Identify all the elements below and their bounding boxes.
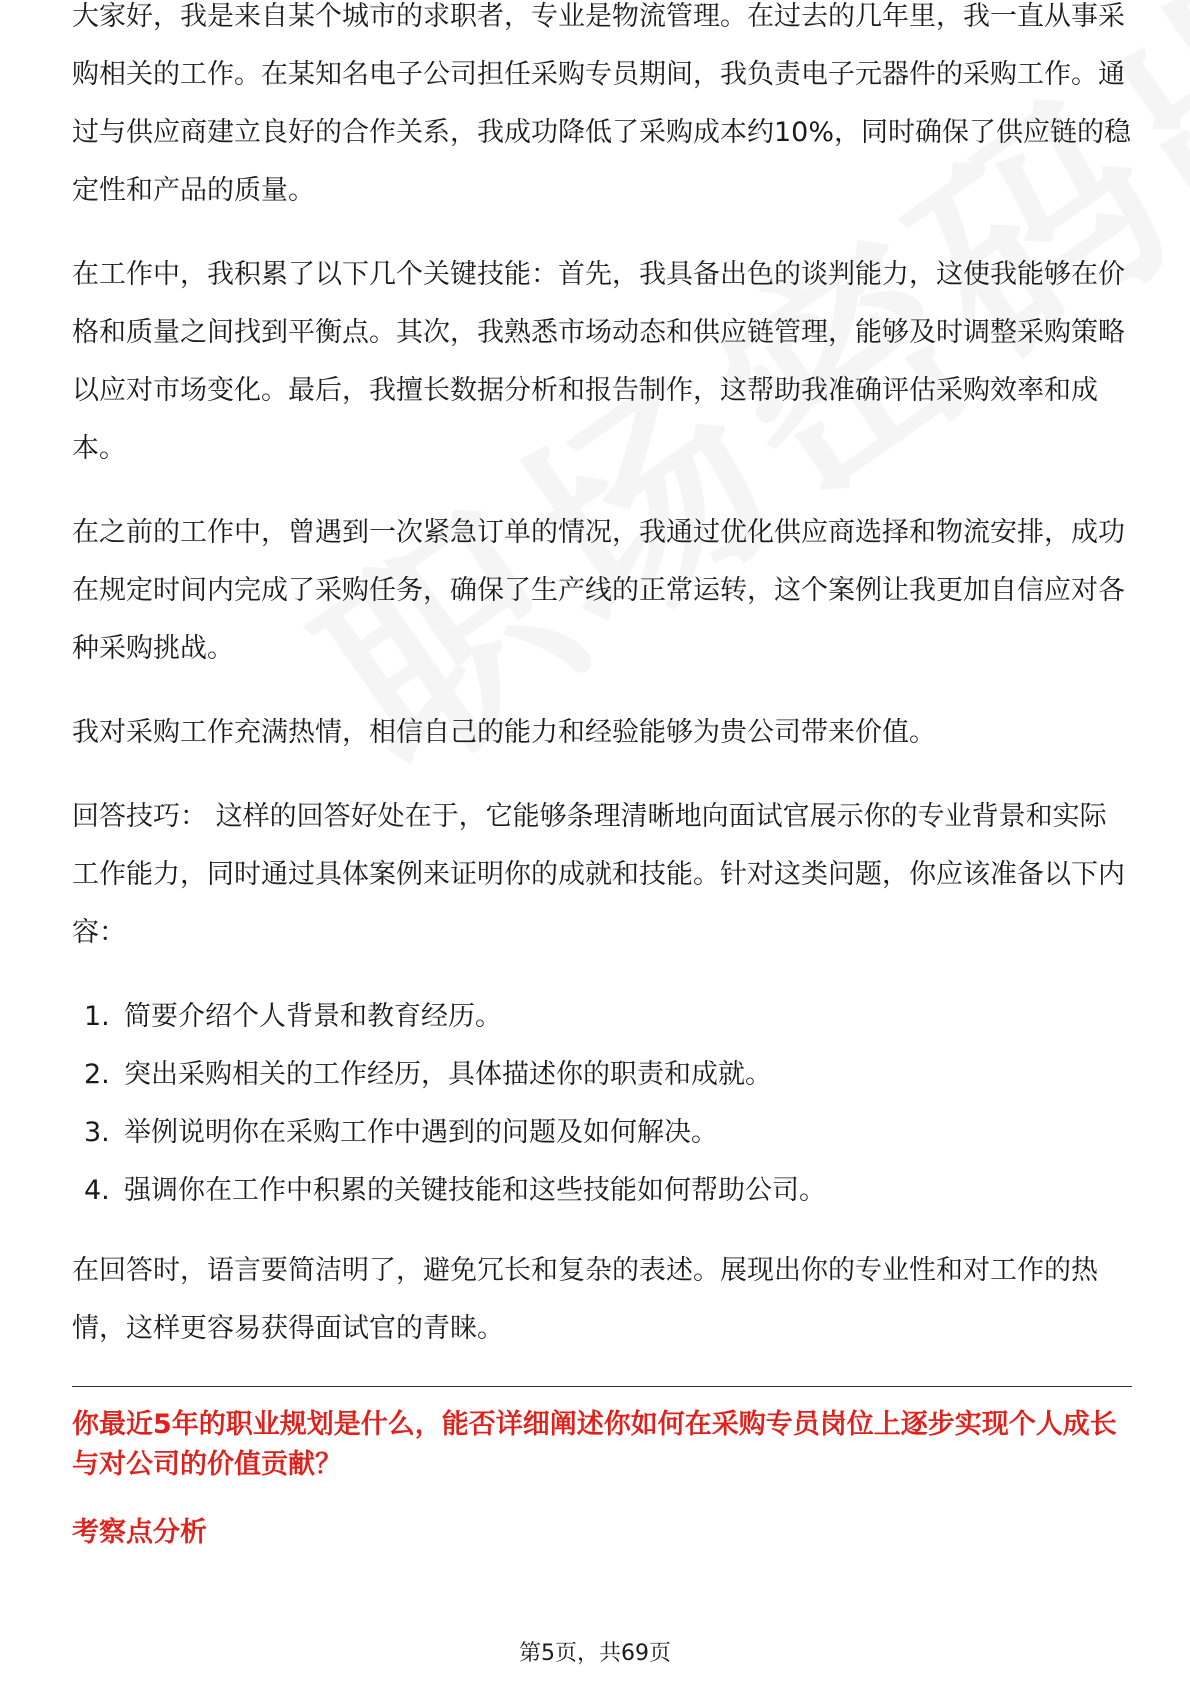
list-number: 1. [84, 1001, 110, 1032]
page-footer: 第5页，共69页 [519, 1641, 671, 1666]
list-text: 强调你在工作中积累的关键技能和这些技能如何帮助公司。 [124, 1175, 826, 1206]
closing-paragraph: 在回答时，语言要简洁明了，避免冗长和复杂的表述。展现出你的专业性和对工作的热情，这样更容易获得面试官的青睐。 [72, 1255, 1098, 1344]
list-item [84, 1046, 1132, 1104]
list-item [84, 1162, 1132, 1220]
tips-intro-paragraph: 回答技巧： 这样的回答好处在于，它能够条理清晰地向面试官展示你的专业背景和实际工作能力，同时通过具体案例来证明你的成就和技能。针对这类问题，你应该准备以下内容： [72, 801, 1125, 948]
list-item [84, 1104, 1132, 1162]
intro-paragraph: 大家好，我是来自某个城市的求职者，专业是物流管理。在过去的几年里，我一直从事采购相关的工作。在某知名电子公司担任采购专员期间，我负责电子元器件的采购工作。通过与供应商建立良好的合作关系，我成功降低了采购成本约10%，同时确保了供应链的稳定性和产品的质量。 [72, 1, 1132, 206]
list-item [84, 988, 1132, 1046]
list-text: 举例说明你在采购工作中遇到的问题及如何解决。 [124, 1117, 718, 1148]
list-number: 4. [84, 1175, 110, 1206]
analysis-heading: 考察点分析 [72, 1517, 207, 1548]
list-number: 3. [84, 1117, 110, 1148]
next-question-heading: 你最近5年的职业规划是什么，能否详细阐述你如何在采购专员岗位上逐步实现个人成长与对公司的价值贡献？ [72, 1409, 1117, 1480]
section-divider [72, 1386, 1132, 1387]
list-text: 突出采购相关的工作经历，具体描述你的职责和成就。 [124, 1059, 772, 1090]
skills-paragraph: 在工作中，我积累了以下几个关键技能：首先，我具备出色的谈判能力，这使我能够在价格和质量之间找到平衡点。其次，我熟悉市场动态和供应链管理，能够及时调整采购策略以应对市场变化。最后，我擅长数据分析和报告制作，这帮助我准确评估采购效率和成本。 [72, 259, 1125, 464]
passion-paragraph: 我对采购工作充满热情，相信自己的能力和经验能够为贵公司带来价值。 [72, 717, 936, 748]
list-text: 简要介绍个人背景和教育经历。 [124, 1001, 502, 1032]
document-body [72, 1, 1132, 1553]
tips-list [72, 988, 1132, 1220]
case-paragraph: 在之前的工作中，曾遇到一次紧急订单的情况，我通过优化供应商选择和物流安排，成功在规定时间内完成了采购任务，确保了生产线的正常运转，这个案例让我更加自信应对各种采购挑战。 [72, 517, 1125, 664]
list-number: 2. [84, 1059, 110, 1090]
